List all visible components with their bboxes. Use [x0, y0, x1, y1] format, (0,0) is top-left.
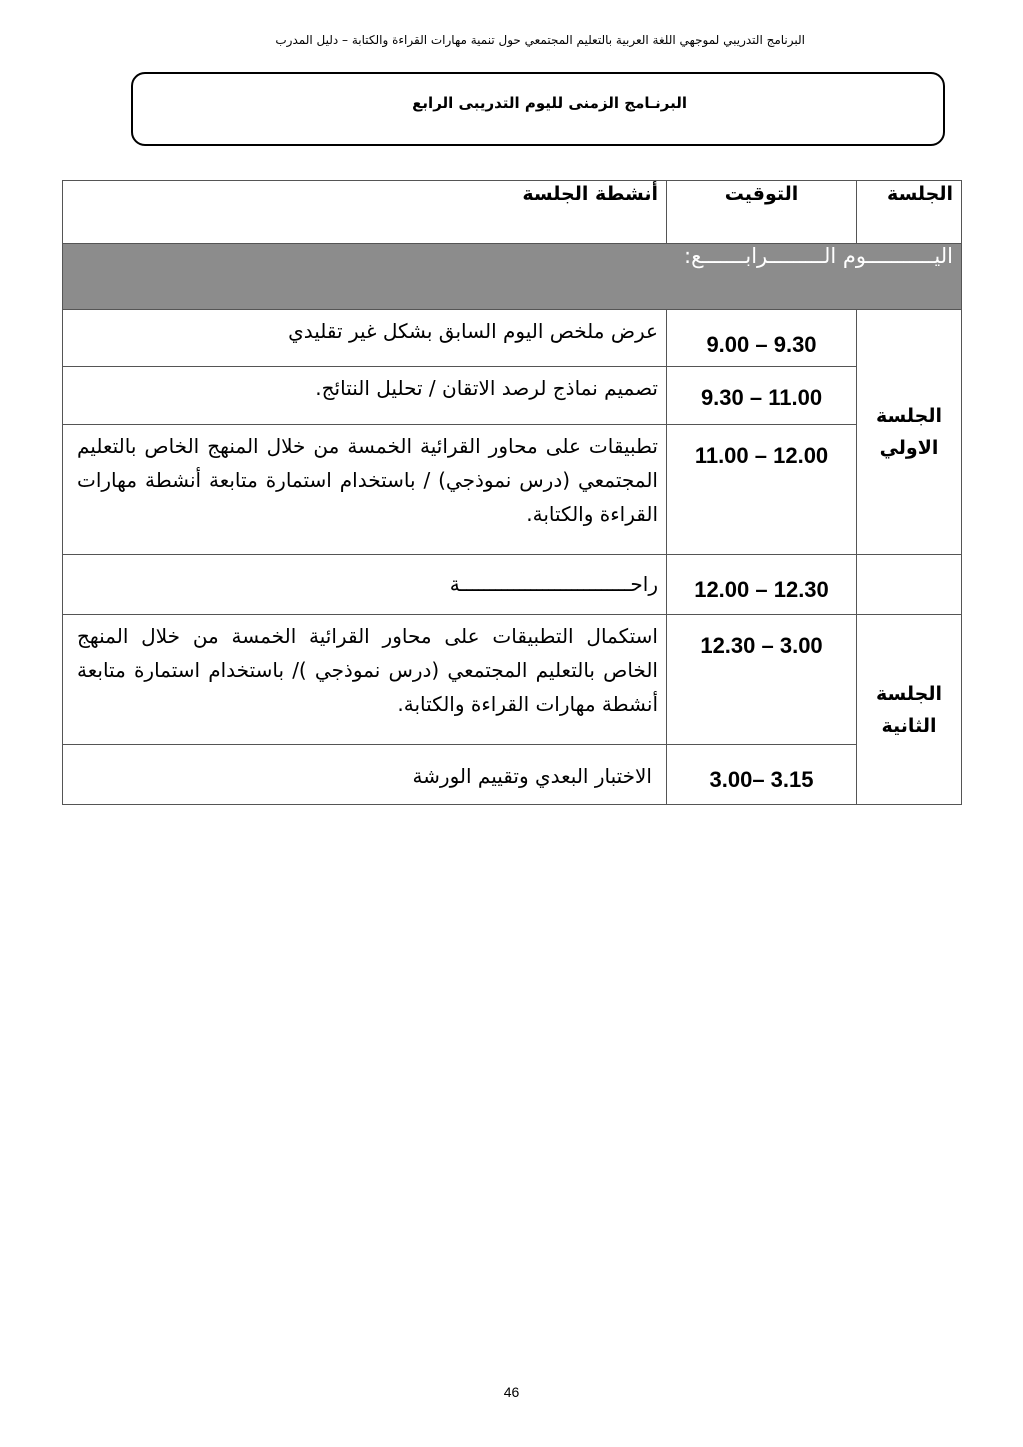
table-row	[63, 367, 962, 425]
header-time: التوقيت	[667, 181, 857, 244]
page-number: 46	[503, 1384, 520, 1400]
time-cell: 9.00 – 9.30	[667, 310, 857, 367]
table-row	[63, 555, 962, 615]
title-box	[131, 72, 945, 146]
time-cell: 11.00 – 12.00	[667, 425, 857, 555]
activity-cell: استكمال التطبيقات على محاور القرائية الخمسة من خلال المنهج الخاص بالتعليم المجتمعي (درس نموذجي )/ باستخدام استمارة متابعة أنشطة مهارات القراءة والكتابة.	[63, 615, 667, 745]
activity-cell: عرض ملخص اليوم السابق بشكل غير تقليدي	[63, 310, 667, 367]
table-row	[63, 310, 962, 367]
table-row	[63, 615, 962, 745]
schedule-table	[62, 180, 962, 805]
activity-cell: تصميم نماذج لرصد الاتقان / تحليل النتائج.	[63, 367, 667, 425]
time-cell: 12.00 – 12.30	[667, 555, 857, 615]
table-row	[63, 745, 962, 805]
time-cell: 12.30 – 3.00	[667, 615, 857, 745]
session-empty-cell	[857, 555, 962, 615]
session-second: الجلسة الثانية	[857, 615, 962, 805]
time-cell: 3.00– 3.15	[667, 745, 857, 805]
activity-cell: الاختبار البعدي وتقييم الورشة	[63, 745, 667, 805]
header-session: الجلسة	[857, 181, 962, 244]
session-first: الجلسة الاولي	[857, 310, 962, 555]
header-activities: أنشطة الجلسة	[63, 181, 667, 244]
day-label: اليـــــــــــوم الـــــــــرابـــــــع:	[63, 244, 962, 310]
page-title: البرنـامج الزمنى لليوم التدريبى الرابع	[412, 94, 687, 112]
table-row	[63, 425, 962, 555]
time-cell: 9.30 – 11.00	[667, 367, 857, 425]
running-header: البرنامج التدريبي لموجهي اللغة العربية بالتعليم المجتمعي حول تنمية مهارات القراءة والكتابة – دليل المدرب	[275, 33, 805, 47]
day-row	[63, 244, 962, 310]
table-header-row	[63, 181, 962, 244]
activity-cell: تطبيقات على محاور القرائية الخمسة من خلال المنهج الخاص بالتعليم المجتمعي (درس نموذجي) / باستخدام استمارة متابعة أنشطة مهارات القراءة والكتابة.	[63, 425, 667, 555]
activity-cell: راحـــــــــــــــــــــــــــــة	[63, 555, 667, 615]
